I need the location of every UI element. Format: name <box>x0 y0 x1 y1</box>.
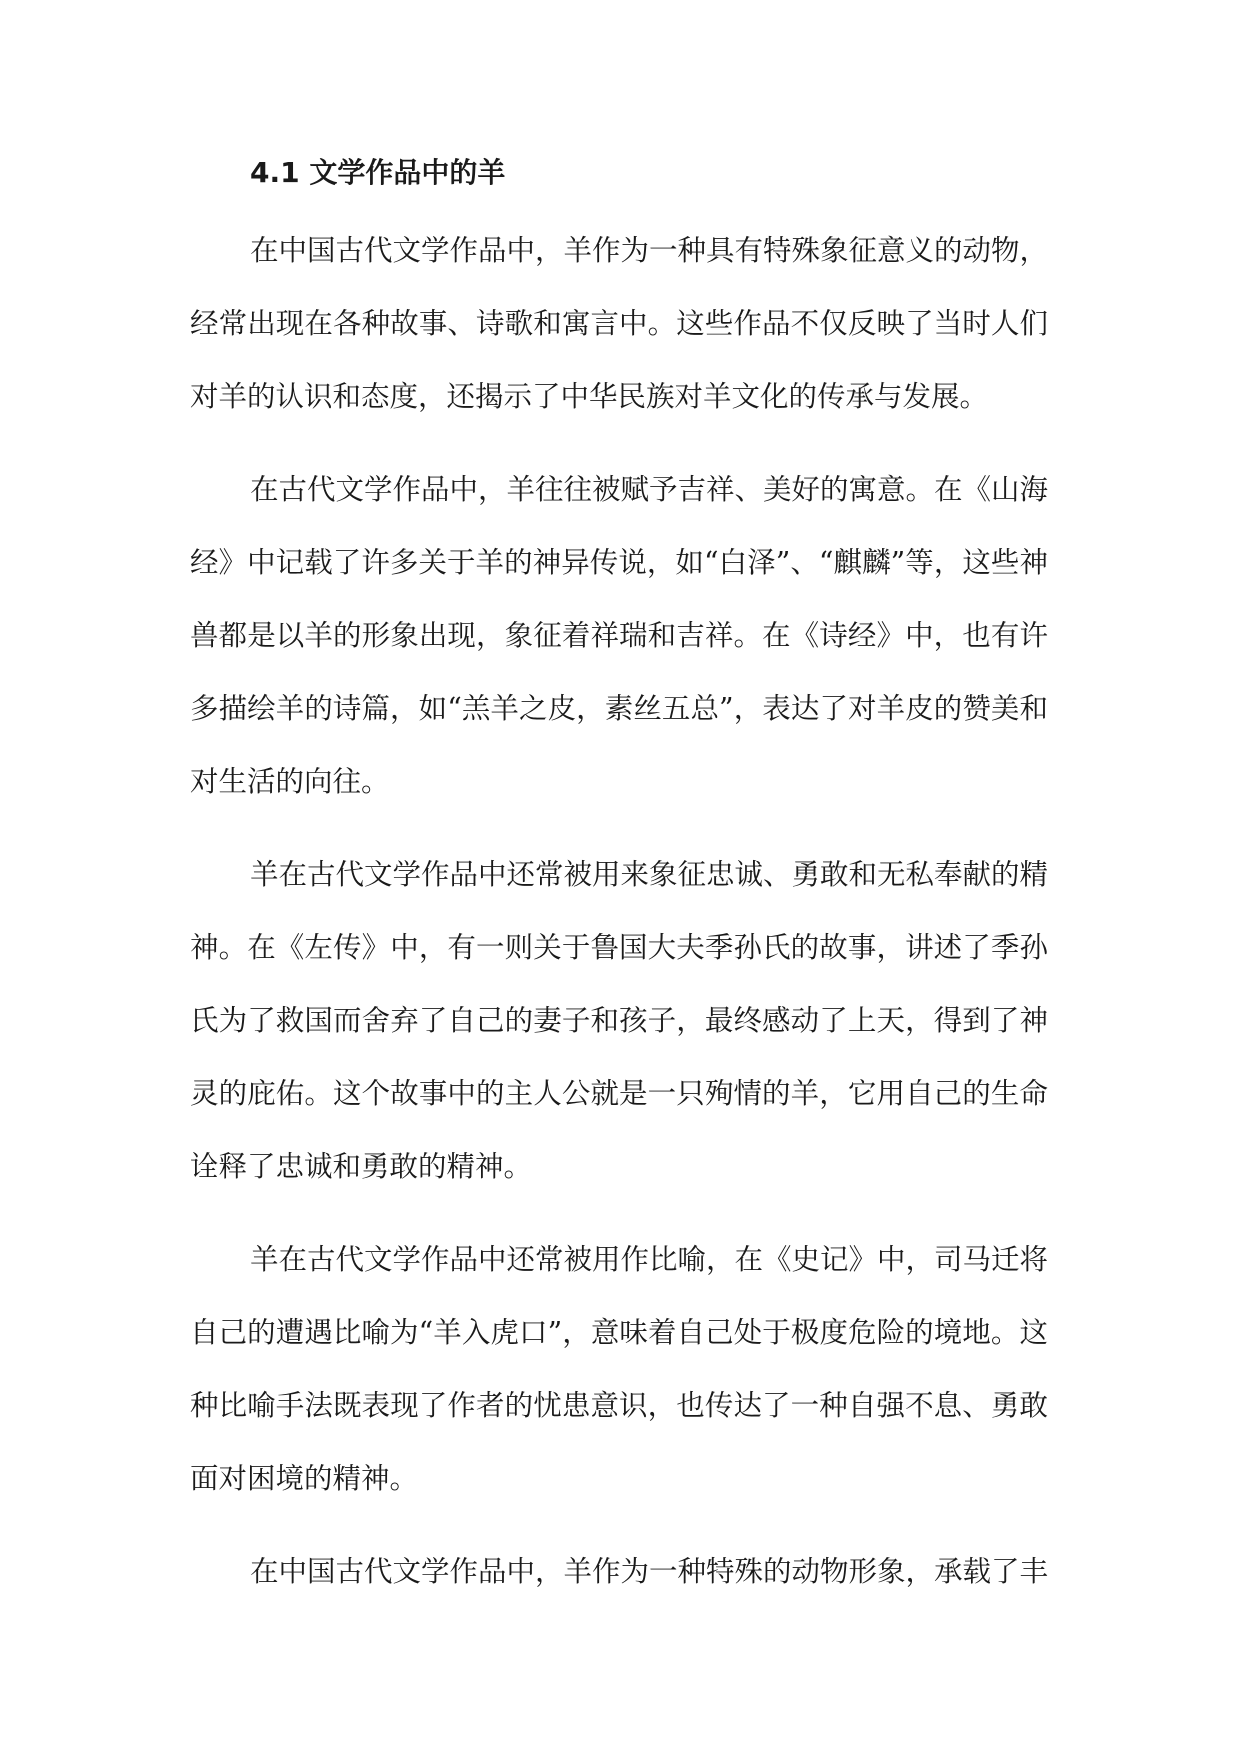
document-body <box>190 148 1048 1608</box>
section-heading: 4.1 文学作品中的羊 <box>250 156 506 189</box>
paragraph-2: 在古代文学作品中，羊往往被赋予吉祥、美好的寓意。在《山海经》中记载了许多关于羊的神异传说，如“白泽”、“麒麟”等，这些神兽都是以羊的形象出现，象征着祥瑞和吉祥。在《诗经》中，也有许多描绘羊的诗篇，如“羔羊之皮，素丝五总”，表达了对羊皮的赞美和对生活的向往。 <box>190 473 1049 798</box>
paragraph-5: 在中国古代文学作品中，羊作为一种特殊的动物形象，承载了丰 <box>250 1555 1049 1588</box>
paragraph-1: 在中国古代文学作品中，羊作为一种具有特殊象征意义的动物，经常出现在各种故事、诗歌和寓言中。这些作品不仅反映了当时人们对羊的认识和态度，还揭示了中华民族对羊文化的传承与发展。 <box>190 234 1049 413</box>
paragraph-3: 羊在古代文学作品中还常被用来象征忠诚、勇敢和无私奉献的精神。在《左传》中，有一则关于鲁国大夫季孙氏的故事，讲述了季孙氏为了救国而舍弃了自己的妻子和孩子，最终感动了上天，得到了神灵的庇佑。这个故事中的主人公就是一只殉情的羊，它用自己的生命诠释了忠诚和勇敢的精神。 <box>190 858 1049 1183</box>
paragraph-4: 羊在古代文学作品中还常被用作比喻，在《史记》中，司马迁将自己的遭遇比喻为“羊入虎口”，意味着自己处于极度危险的境地。这种比喻手法既表现了作者的忧患意识，也传达了一种自强不息、勇敢面对困境的精神。 <box>190 1243 1049 1495</box>
